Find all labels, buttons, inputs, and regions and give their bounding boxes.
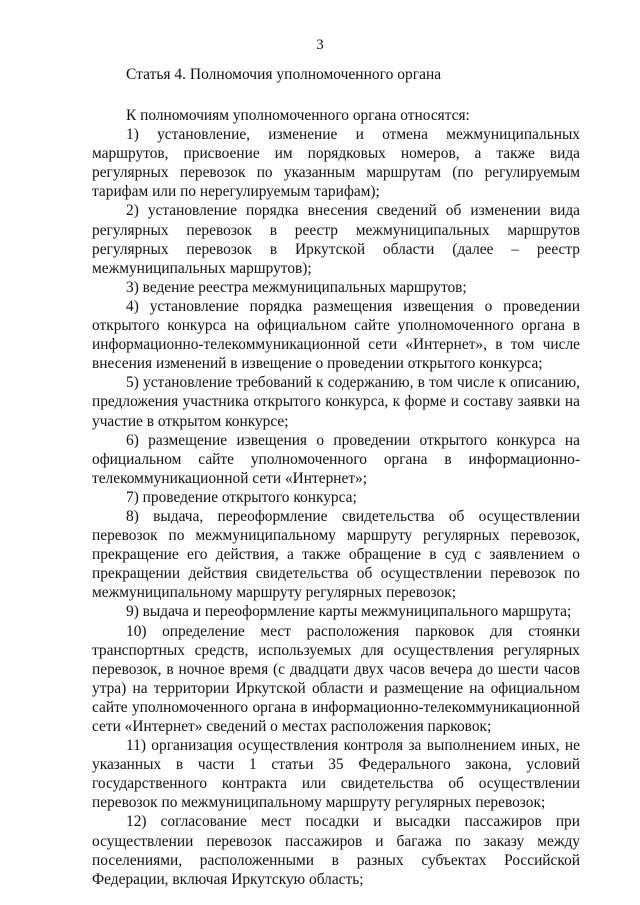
list-item-11: 11) организация осуществления контроля за выполнением иных, не указанных в части 1 статьи 35 Федерального закона, условий государственного контракта или свидетельства об осуществлении перевозок по межмуниципальному маршруту регулярных перевозок; <box>92 737 580 812</box>
page-number: 3 <box>316 37 324 53</box>
list-item-2: 2) установление порядка внесения сведений об изменении вида регулярных перевозок в реестр межмуниципальных маршрутов регулярных перевозок в Иркутской области (далее – реестр межмуниципальных маршрутов); <box>92 202 580 277</box>
intro-paragraph: К полномочиям уполномоченного органа относятся: <box>126 107 470 124</box>
article-heading: Статья 4. Полномочия уполномоченного органа <box>126 66 442 83</box>
list-item-3: 3) ведение реестра межмуниципальных маршрутов; <box>126 278 467 296</box>
list-item-4: 4) установление порядка размещения извещения о проведении открытого конкурса на официальном сайте уполномоченного органа в информационно-телекоммуникационной сети «Интернет», в том числе внесения изменений в извещение о проведении открытого конкурса; <box>92 297 580 373</box>
list-item-12: 12) согласование мест посадки и высадки пассажиров при осуществлении перевозок пассажиров и багажа по заказу между поселениями, расположенными в разных субъектах Российской Федерации, включая Иркутскую область; <box>92 813 580 888</box>
list-item-6: 6) размещение извещения о проведении открытого конкурса на официальном сайте уполномоченного органа в информационно-телекоммуникационной сети «Интернет»; <box>92 431 580 487</box>
list-item-7: 7) проведение открытого конкурса; <box>126 488 357 506</box>
list-item-1: 1) установление, изменение и отмена межмуниципальных маршрутов, присвоение им порядковых номеров, а также вида регулярных перевозок по указанным маршрутам (по регулируемым тарифам или по нерегулируемым тарифам); <box>92 126 580 201</box>
article-body <box>92 106 580 889</box>
list-item-5: 5) установление требований к содержанию, в том числе к описанию, предложения участника открытого конкурса, к форме и составу заявки на участие в открытом конкурсе; <box>92 374 580 430</box>
list-item-10: 10) определение мест расположения парковок для стоянки транспортных средств, используемых для осуществления регулярных перевозок, в ночное время (с двадцати двух часов вечера до шести часов утра) на территории Иркутской области и размещение на официальном сайте уполномоченного органа в информационно-телекоммуникационной сети «Интернет» сведений о местах расположения парковок; <box>92 622 580 735</box>
list-item-9: 9) выдача и переоформление карты межмуниципального маршрута; <box>126 603 572 621</box>
list-item-8: 8) выдача, переоформление свидетельства об осуществлении перевозок по межмуниципальному маршруту регулярных перевозок, прекращение его действия, а также обращение в суд с заявлением о прекращении действия свидетельства об осуществлении перевозок по межмуниципальному маршруту регулярных перевозок; <box>92 507 580 602</box>
